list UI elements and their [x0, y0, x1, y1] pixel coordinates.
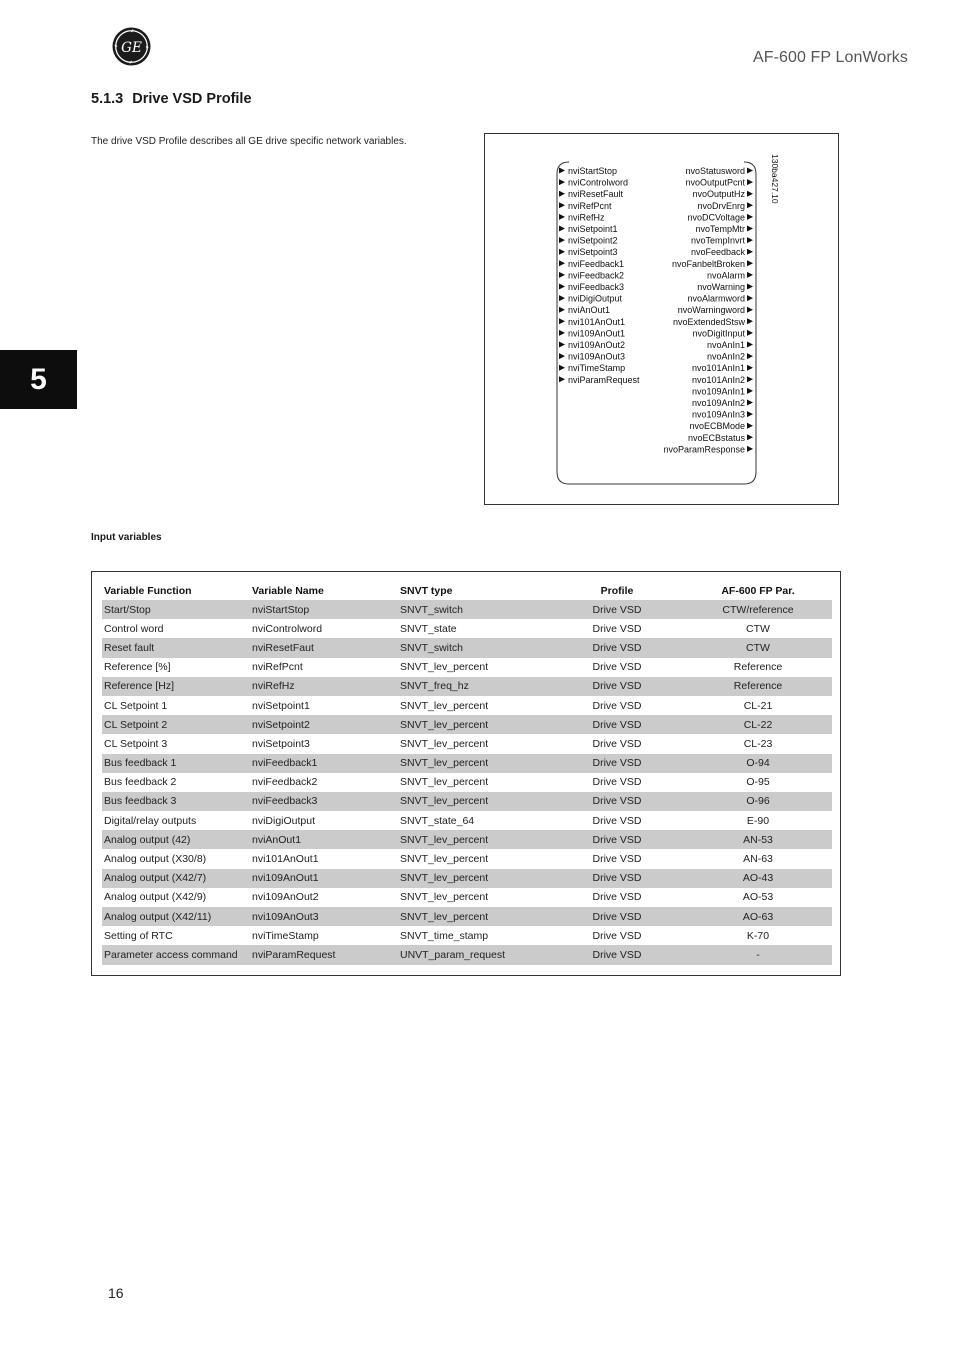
- cell-snvt-type: SNVT_state: [400, 622, 457, 635]
- output-arrow-icon: [747, 284, 753, 290]
- output-arrow-icon: [747, 214, 753, 220]
- cell-snvt-type: SNVT_lev_percent: [400, 891, 489, 904]
- input-variable-label: nviSetpoint3: [568, 247, 618, 258]
- table-row: [102, 638, 832, 657]
- output-variable-label: nvoParamResponse: [663, 444, 745, 455]
- cell-variable-name: nviParamRequest: [250, 945, 398, 964]
- cell-profile: Drive VSD: [550, 715, 684, 734]
- cell-variable-function: Analog output (X42/11): [102, 907, 250, 926]
- cell-af600-par: Reference: [733, 661, 783, 674]
- cell-snvt-type: SNVT_lev_percent: [400, 737, 489, 750]
- input-variable-label: nviStartStop: [568, 166, 618, 176]
- output-arrow-icon: [747, 388, 753, 394]
- table-row: [102, 792, 832, 811]
- cell-snvt-type: SNVT_lev_percent: [400, 776, 489, 789]
- table-row: [102, 754, 832, 773]
- output-arrow-icon: [747, 260, 753, 266]
- cell-variable-name: nviTimeStamp: [252, 929, 319, 942]
- input-variable-label: nviFeedback1: [568, 258, 625, 269]
- cell-af600-par: O-95: [746, 776, 770, 789]
- cell-profile: Drive VSD: [550, 907, 684, 926]
- table-row: [102, 619, 832, 638]
- ge-logo-text: GE: [121, 39, 142, 56]
- cell-snvt-type: SNVT_lev_percent: [398, 869, 550, 888]
- output-variable-label: nvoECBstatus: [687, 432, 745, 443]
- table-row: [102, 888, 832, 907]
- table-row: [102, 869, 832, 888]
- input-arrow-icon: [559, 342, 565, 348]
- cell-af600-par: CL-23: [743, 737, 773, 750]
- cell-af600-par: -: [684, 945, 832, 964]
- output-arrow-icon: [747, 237, 753, 243]
- cell-snvt-type: SNVT_time_stamp: [400, 929, 489, 942]
- output-variable-label: nvoECBMode: [689, 421, 745, 432]
- input-arrow-icon: [559, 191, 565, 197]
- output-variable-label: nvoDigitInput: [692, 328, 745, 339]
- cell-variable-name: nviSetpoint1: [252, 699, 310, 712]
- input-variable-label: nviSetpoint2: [568, 235, 618, 246]
- cell-profile: Drive VSD: [550, 638, 684, 657]
- diagram-canvas: [485, 134, 840, 506]
- cell-variable-name: nviAnOut1: [250, 830, 398, 849]
- output-arrow-icon: [747, 179, 753, 185]
- cell-variable-function: Digital/relay outputs: [104, 814, 197, 827]
- input-variable-label: nviFeedback3: [568, 282, 625, 292]
- cell-snvt-type: SNVT_state_64: [400, 814, 475, 827]
- output-arrow-icon: [747, 434, 753, 440]
- cell-variable-function: Analog output (X42/9): [104, 891, 207, 904]
- input-variable-label: nviFeedback2: [568, 270, 625, 281]
- cell-variable-function: Bus feedback 3: [102, 792, 250, 811]
- input-arrow-icon: [559, 295, 565, 301]
- input-arrow-icon: [559, 365, 565, 371]
- table-body: [102, 600, 832, 965]
- cell-profile: Drive VSD: [550, 945, 684, 964]
- output-variable-label: nvoDrvEnrg: [697, 200, 745, 211]
- input-arrow-icon: [559, 307, 565, 313]
- cell-variable-function: Bus feedback 1: [102, 754, 250, 773]
- cell-variable-name: nviStartStop: [250, 600, 398, 619]
- section-number: 5.1.3: [91, 91, 124, 107]
- input-arrow-icon: [559, 226, 565, 232]
- output-arrow-icon: [747, 376, 753, 382]
- output-variable-label: nvo109AnIn2: [691, 398, 745, 408]
- cell-profile: Drive VSD: [550, 792, 684, 811]
- output-arrow-icon: [747, 342, 753, 348]
- table-row: [102, 773, 832, 792]
- cell-variable-function: Analog output (X30/8): [104, 853, 207, 866]
- input-variable-label: nvi101AnOut1: [568, 316, 626, 327]
- cell-snvt-type: SNVT_lev_percent: [400, 853, 489, 866]
- cell-variable-name: nviRefPcnt: [252, 661, 303, 674]
- cell-profile: Drive VSD: [592, 661, 642, 674]
- input-variable-label: nvi109AnOut2: [568, 340, 626, 350]
- output-arrow-icon: [747, 446, 753, 452]
- output-variable-label: nvoAnIn2: [706, 351, 745, 362]
- cell-af600-par: CTW: [746, 622, 770, 635]
- input-arrow-icon: [559, 249, 565, 255]
- header-snvt-type: SNVT type: [400, 584, 453, 597]
- output-variable-label: nvoWarningword: [677, 305, 745, 316]
- table-row: [102, 658, 832, 677]
- chapter-tab: 5: [0, 350, 77, 409]
- figure-id-code: 130ba427.10: [770, 154, 780, 204]
- cell-af600-par: O-94: [684, 754, 832, 773]
- output-variable-label: nvo101AnIn1: [691, 363, 745, 374]
- cell-profile: Drive VSD: [550, 754, 684, 773]
- cell-snvt-type: SNVT_lev_percent: [398, 830, 550, 849]
- header-variable-name: Variable Name: [252, 584, 324, 597]
- cell-profile: Drive VSD: [592, 776, 642, 789]
- page-number: 16: [108, 1285, 124, 1301]
- cell-variable-function: CL Setpoint 2: [102, 715, 250, 734]
- input-variable-label: nviRefHz: [568, 212, 605, 223]
- output-arrow-icon: [747, 249, 753, 255]
- cell-af600-par: AO-63: [684, 907, 832, 926]
- cell-variable-function: Analog output (42): [102, 830, 250, 849]
- input-arrow-icon: [559, 318, 565, 324]
- cell-variable-function: Analog output (X42/7): [102, 869, 250, 888]
- cell-variable-function: CL Setpoint 1: [104, 699, 168, 712]
- input-arrow-icon: [559, 353, 565, 359]
- table-row: [102, 811, 832, 830]
- output-arrow-icon: [747, 365, 753, 371]
- input-arrow-icon: [559, 272, 565, 278]
- output-variable-label: nvoFeedback: [690, 247, 745, 258]
- cell-variable-name: nvi109AnOut1: [250, 869, 398, 888]
- section-title: Drive VSD Profile: [132, 91, 252, 107]
- cell-variable-function: Bus feedback 2: [104, 776, 177, 789]
- output-variable-label: nvoWarning: [697, 282, 745, 292]
- output-arrow-icon: [747, 423, 753, 429]
- cell-af600-par: Reference: [684, 677, 832, 696]
- table-row: [102, 600, 832, 619]
- cell-profile: Drive VSD: [592, 737, 642, 750]
- input-arrow-icon: [559, 179, 565, 185]
- cell-variable-name: nviDigiOutput: [252, 814, 316, 827]
- table-row: [102, 907, 832, 926]
- network-variable-diagram: [484, 133, 839, 505]
- cell-snvt-type: SNVT_lev_percent: [400, 699, 489, 712]
- output-variable-label: nvoTempInvrt: [690, 235, 745, 246]
- table-row: [102, 677, 832, 696]
- cell-profile: Drive VSD: [592, 622, 642, 635]
- cell-snvt-type: SNVT_switch: [398, 638, 550, 657]
- input-variable-label: nvi109AnOut1: [568, 328, 626, 339]
- cell-variable-name: nviRefHz: [250, 677, 398, 696]
- cell-af600-par: AN-63: [743, 853, 773, 866]
- cell-variable-name: nviControlword: [252, 622, 323, 635]
- ge-logo: [112, 27, 151, 66]
- input-arrow-icon: [559, 237, 565, 243]
- cell-snvt-type: UNVT_param_request: [398, 945, 550, 964]
- output-arrow-icon: [747, 307, 753, 313]
- cell-variable-name: nviFeedback2: [252, 776, 318, 789]
- cell-variable-function: Start/Stop: [102, 600, 250, 619]
- cell-variable-name: nvi101AnOut1: [252, 853, 319, 866]
- cell-snvt-type: SNVT_lev_percent: [398, 907, 550, 926]
- table-row: [102, 830, 832, 849]
- input-arrow-icon: [559, 260, 565, 266]
- cell-profile: Drive VSD: [592, 814, 642, 827]
- cell-variable-function: Setting of RTC: [104, 929, 173, 942]
- document-title: AF-600 FP LonWorks: [752, 49, 908, 66]
- input-arrow-icon: [559, 376, 565, 382]
- cell-profile: Drive VSD: [550, 600, 684, 619]
- output-variable-label: nvoOutputPcnt: [685, 177, 745, 188]
- cell-variable-name: nviFeedback3: [250, 792, 398, 811]
- cell-variable-function: Reference [Hz]: [102, 677, 250, 696]
- cell-snvt-type: SNVT_lev_percent: [398, 715, 550, 734]
- cell-variable-name: nviSetpoint3: [252, 737, 310, 750]
- table-row: [102, 696, 832, 715]
- input-arrow-icon: [559, 284, 565, 290]
- cell-snvt-type: SNVT_lev_percent: [398, 792, 550, 811]
- output-variable-label: nvoAlarmword: [687, 293, 745, 304]
- cell-variable-function: Parameter access command: [102, 945, 250, 964]
- output-arrow-icon: [747, 411, 753, 417]
- header-variable-function: Variable Function: [104, 584, 192, 597]
- output-arrow-icon: [747, 168, 753, 174]
- header-profile: Profile: [600, 584, 634, 597]
- output-variable-label: nvo109AnIn3: [691, 409, 745, 420]
- input-arrow-icon: [559, 330, 565, 336]
- output-variable-label: nvo109AnIn1: [691, 386, 745, 397]
- output-arrow-icon: [747, 400, 753, 406]
- output-variable-label: nvoStatusword: [685, 166, 745, 176]
- input-arrow-icon: [559, 202, 565, 208]
- output-variable-label: nvoAlarm: [706, 270, 745, 281]
- cell-af600-par: CL-22: [684, 715, 832, 734]
- table-row: [102, 926, 832, 945]
- input-variable-label: nvi109AnOut3: [568, 351, 626, 362]
- cell-variable-name: nvi109AnOut3: [250, 907, 398, 926]
- output-arrow-icon: [747, 318, 753, 324]
- cell-af600-par: E-90: [746, 814, 770, 827]
- table-row: [102, 945, 832, 964]
- output-arrow-icon: [747, 330, 753, 336]
- cell-snvt-type: SNVT_freq_hz: [398, 677, 550, 696]
- cell-af600-par: AO-43: [684, 869, 832, 888]
- cell-profile: Drive VSD: [592, 891, 642, 904]
- cell-af600-par: CTW/reference: [684, 600, 832, 619]
- cell-snvt-type: SNVT_switch: [398, 600, 550, 619]
- output-variable-label: nvoAnIn1: [706, 340, 745, 350]
- input-variable-label: nviRefPcnt: [568, 200, 612, 211]
- input-variable-label: nviResetFault: [568, 189, 624, 200]
- input-variables-label: Input variables: [91, 532, 162, 543]
- output-variable-label: nvoDCVoltage: [687, 212, 745, 223]
- cell-profile: Drive VSD: [592, 929, 642, 942]
- output-variable-label: nvoFanbeltBroken: [671, 258, 745, 269]
- cell-variable-name: nviResetFaut: [250, 638, 398, 657]
- output-variable-label: nvoTempMtr: [695, 224, 745, 234]
- cell-af600-par: CTW: [684, 638, 832, 657]
- input-variables-table-frame: [91, 571, 841, 976]
- cell-variable-name: nviFeedback1: [250, 754, 398, 773]
- table-row: [102, 734, 832, 753]
- input-arrow-icon: [559, 214, 565, 220]
- output-arrow-icon: [747, 202, 753, 208]
- intro-paragraph: The drive VSD Profile describes all GE drive specific network variables.: [91, 136, 407, 147]
- table-header-row: [102, 581, 832, 600]
- table-row: [102, 715, 832, 734]
- input-variable-label: nviDigiOutput: [568, 293, 623, 304]
- input-arrow-icon: [559, 168, 565, 174]
- input-variable-label: nviSetpoint1: [568, 224, 618, 234]
- cell-variable-function: CL Setpoint 3: [104, 737, 168, 750]
- input-variable-label: nviParamRequest: [568, 374, 640, 385]
- cell-af600-par: CL-21: [743, 699, 773, 712]
- output-arrow-icon: [747, 191, 753, 197]
- cell-af600-par: O-96: [684, 792, 832, 811]
- cell-variable-name: nvi109AnOut2: [252, 891, 319, 904]
- cell-af600-par: AO-53: [742, 891, 774, 904]
- cell-af600-par: K-70: [746, 929, 770, 942]
- cell-variable-function: Reset fault: [102, 638, 250, 657]
- cell-profile: Drive VSD: [550, 869, 684, 888]
- output-arrow-icon: [747, 226, 753, 232]
- cell-af600-par: AN-53: [684, 830, 832, 849]
- cell-profile: Drive VSD: [592, 699, 642, 712]
- output-arrow-icon: [747, 353, 753, 359]
- input-variable-label: nviControlword: [568, 177, 629, 188]
- output-arrow-icon: [747, 272, 753, 278]
- cell-snvt-type: SNVT_lev_percent: [398, 754, 550, 773]
- cell-profile: Drive VSD: [550, 830, 684, 849]
- cell-variable-function: Reference [%]: [104, 661, 171, 674]
- input-variable-label: nviAnOut1: [568, 305, 611, 316]
- table-row: [102, 849, 832, 868]
- header-af600-par: AF-600 FP Par.: [721, 584, 795, 597]
- cell-variable-name: nviSetpoint2: [250, 715, 398, 734]
- output-variable-label: nvo101AnIn2: [691, 374, 745, 385]
- cell-profile: Drive VSD: [592, 853, 642, 866]
- input-variables-table: [102, 581, 832, 965]
- cell-variable-function: Control word: [104, 622, 164, 635]
- cell-profile: Drive VSD: [550, 677, 684, 696]
- output-arrow-icon: [747, 295, 753, 301]
- cell-snvt-type: SNVT_lev_percent: [400, 661, 489, 674]
- input-variable-label: nviTimeStamp: [568, 363, 626, 374]
- section-heading: [91, 91, 252, 107]
- output-variable-label: nvoOutputHz: [692, 189, 745, 200]
- output-variable-label: nvoExtendedStsw: [672, 316, 745, 327]
